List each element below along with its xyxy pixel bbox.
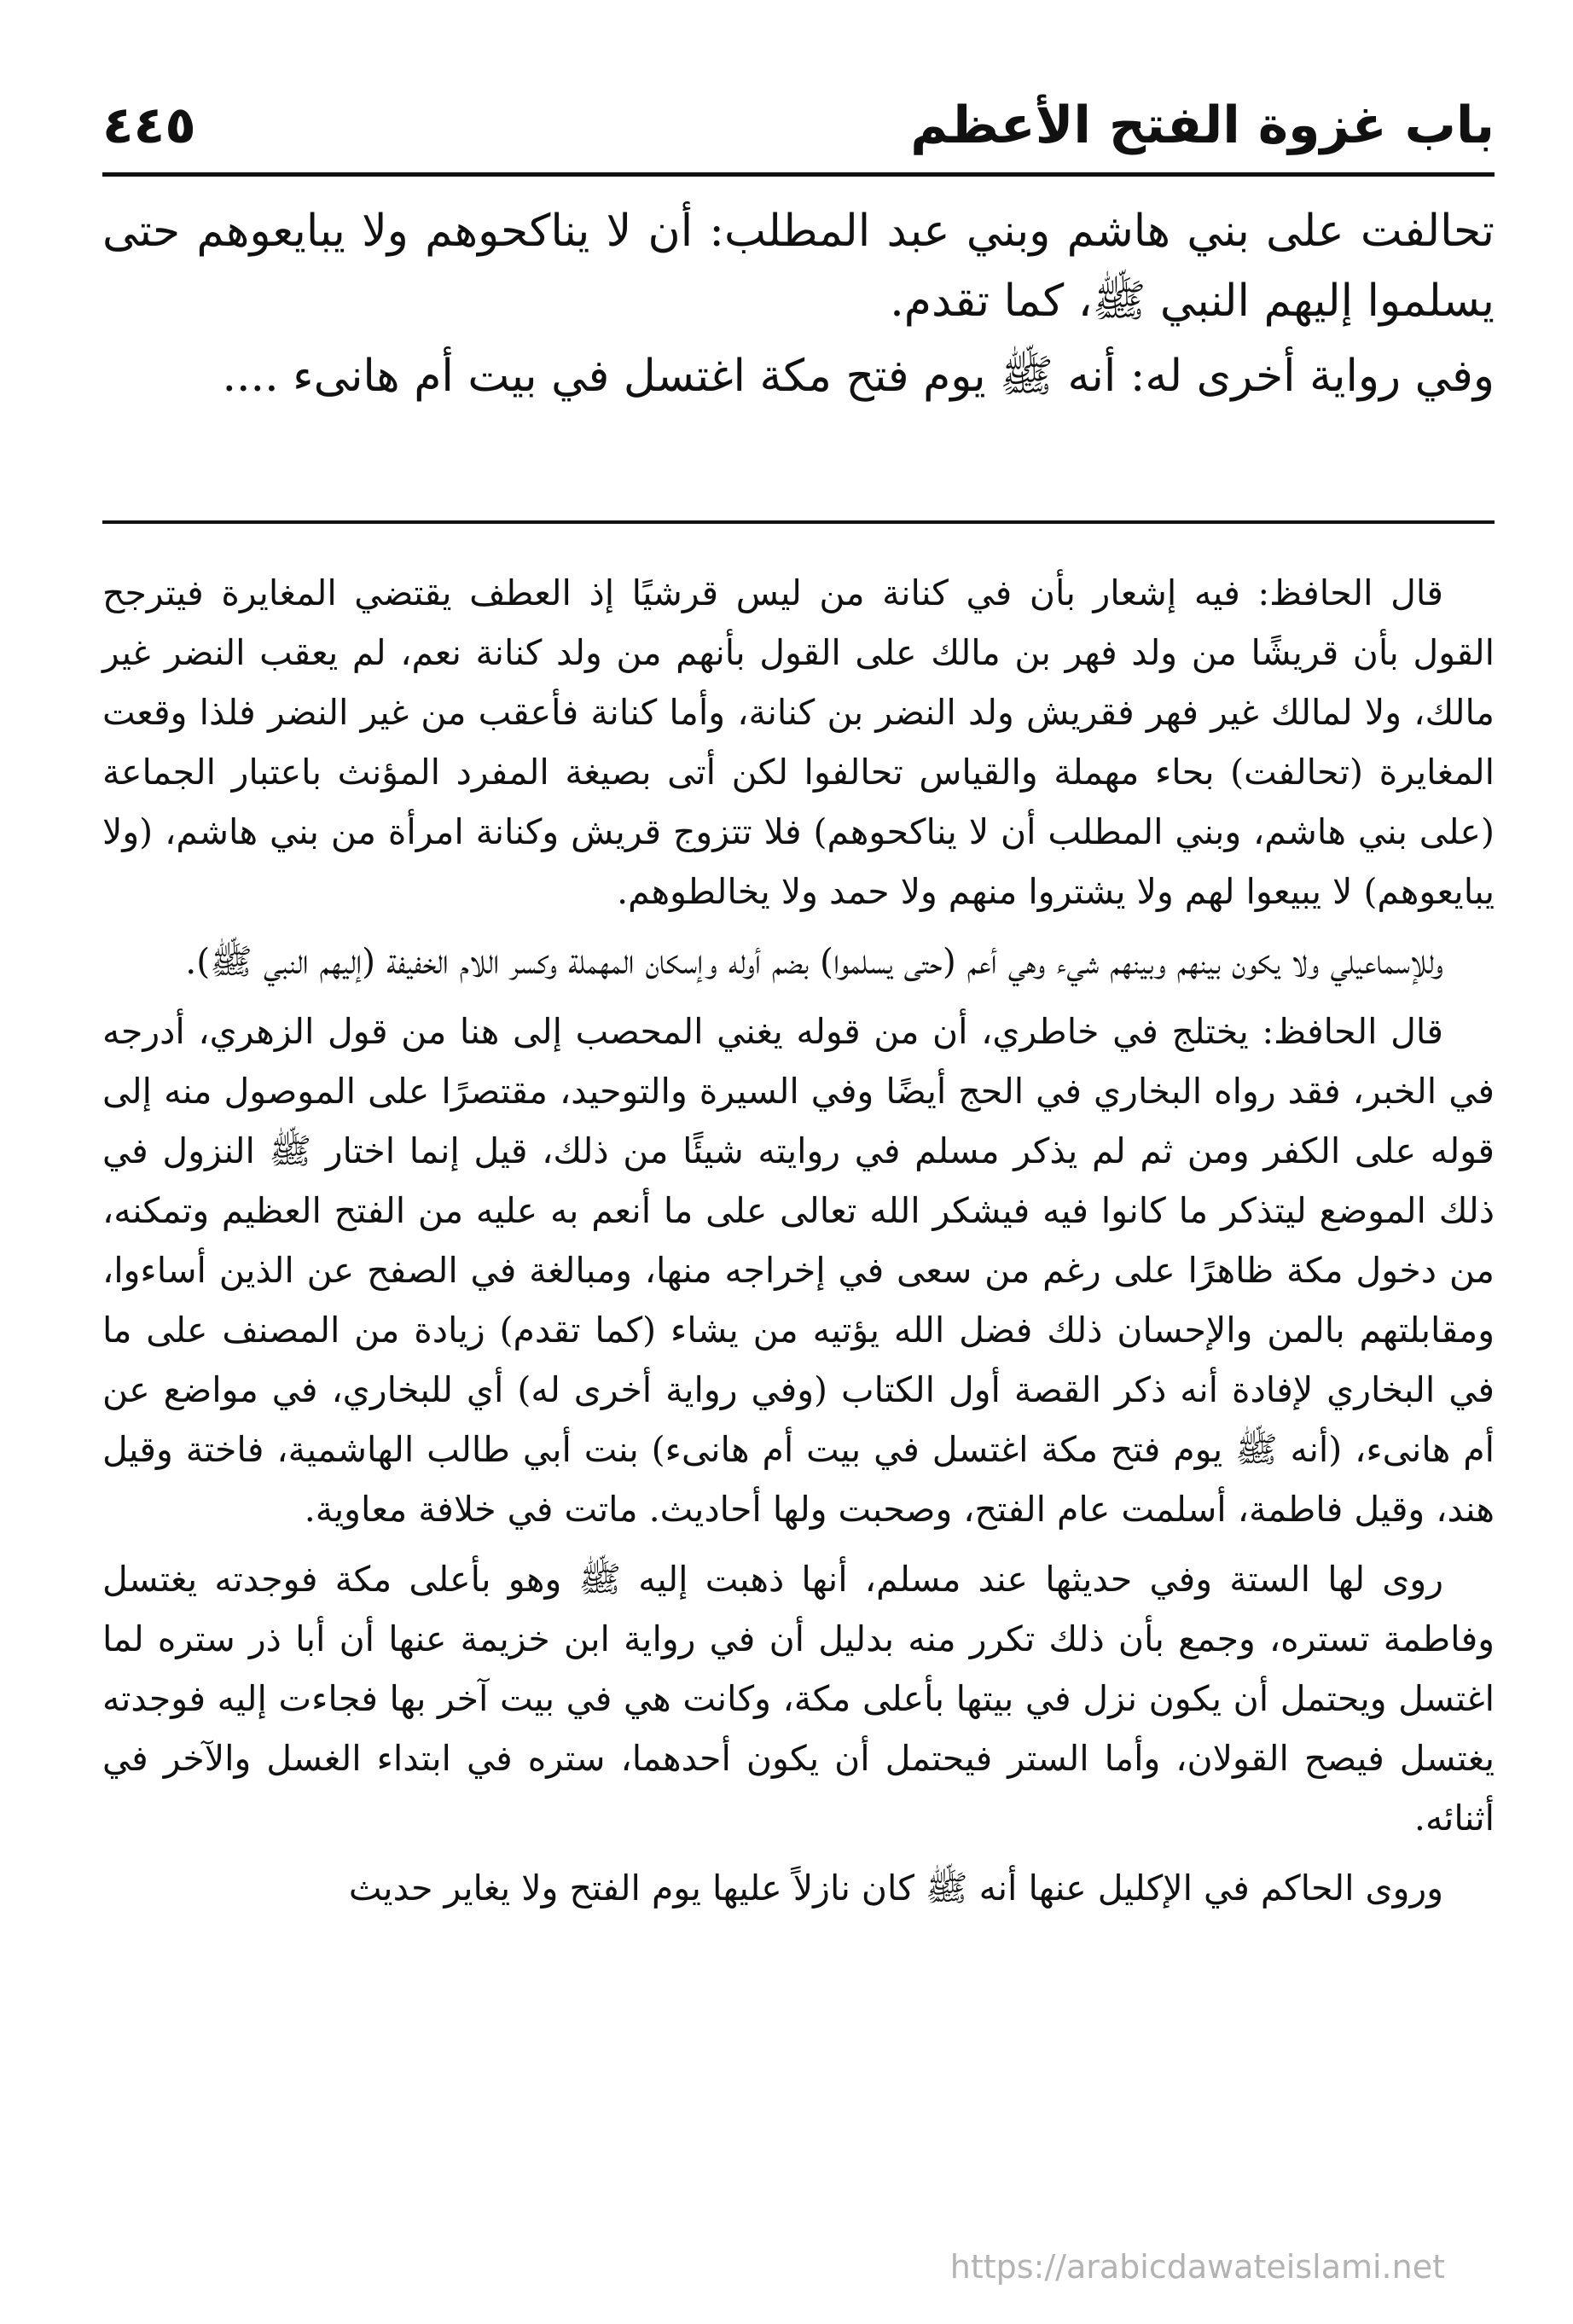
header-rule [102, 172, 1495, 177]
page-number: ٤٤٥ [102, 96, 196, 155]
commentary-paragraph: قال الحافظ: فيه إشعار بأن في كنانة من ليس قرشيًا إذ العطف يقتضي المغايرة فيترجح القول بأن قريشًا من ولد فهر بن مالك على القول بأنهم من ولد كنانة نعم، لم يعقب النضر غير مالك، ولا لمالك غير فهر فقريش ولد النضر بن كنانة، وأما كنانة فأعقب من غير النضر فلذا وقعت المغايرة (تحالفت) بحاء مهملة والقياس تحالفوا لكن أتى بصيغة المفرد المؤنث باعتبار الجماعة (على بني هاشم، وبني المطلب أن لا يناكحوهم) فلا تتزوج قريش وكنانة امرأة من بني هاشم، (ولا يبايعوهم) لا يبيعوا لهم ولا يشتروا منهم ولا حمد ولا يخالطوهم. [102, 572, 1495, 912]
commentary-paragraph: وللإسماعيلي ولا يكون بينهم وبينهم شيء وهي أعم (حتى يسلموا) بضم أوله وإسكان المهملة وكسر اللام الخفيفة (إليهم النبي ﷺ). [185, 941, 1443, 982]
running-header [102, 81, 1495, 175]
commentary-paragraph: روى لها الستة وفي حديثها عند مسلم، أنها ذهبت إليه ﷺ وهو بأعلى مكة فوجدته يغتسل وفاطمة تستره، وجمع بأن ذلك تكرر منه بدليل أن في رواية ابن خزيمة عنها أن أبا ذر ستره لما اغتسل ويحتمل أن يكون نزل في بيتها بأعلى مكة، وكانت هي في بيت آخر بها فجاءت إليه فوجدته يغتسل فيصح القولان، وأما الستر فيحتمل أن يكون أحدهما، ستره في ابتداء الغسل والآخر في أثنائه. [102, 1559, 1495, 1839]
commentary-paragraph: قال الحافظ: يختلج في خاطري، أن من قوله يغني المحصب إلى هنا من قول الزهري، أدرجه في الخبر، فقد رواه البخاري في الحج أيضًا وفي السيرة والتوحيد، مقتصرًا على الموصول منه إلى قوله على الكفر ومن ثم لم يذكر مسلم في روايته شيئًا من ذلك، قيل إنما اختار ﷺ النزول في ذلك الموضع ليتذكر ما كانوا فيه فيشكر الله تعالى على ما أنعم به عليه من الفتح العظيم وتمكنه، من دخول مكة ظاهرًا على رغم من سعى في إخراجه منها، ومبالغة في الصفح عن الذين أساءوا، ومقابلتهم بالمن والإحسان ذلك فضل الله يؤتيه من يشاء (كما تقدم) زيادة من المصنف على ما في البخاري لإفادة أنه ذكر القصة أول الكتاب (وفي رواية أخرى له) أي للبخاري، في مواضع عن أم هانىء، (أنه ﷺ يوم فتح مكة اغتسل في بيت أم هانىء) بنت أبي طالب الهاشمية، فاختة وقيل هند، وقيل فاطمة، أسلمت عام الفتح، وصحبت ولها أحاديث. ماتت في خلافة معاوية. [102, 1011, 1495, 1530]
watermark-url: https://arabicdawateislami.net [949, 2248, 1445, 2286]
commentary-divider [102, 520, 1495, 524]
main-text [102, 196, 1495, 416]
chapter-title: باب غزوة الفتح الأعظم [910, 96, 1495, 155]
commentary-paragraph: وروى الحاكم في الإكليل عنها أنه ﷺ كان نازلاً عليها يوم الفتح ولا يغاير حديث [348, 1868, 1443, 1909]
main-text-paragraph: وفي رواية أخرى له: أنه ﷺ يوم فتح مكة اغتسل في بيت أم هانىء .... [222, 351, 1495, 402]
main-text-paragraph: تحالفت على بني هاشم وبني عبد المطلب: أن لا يناكحوهم ولا يبايعوهم حتى يسلموا إليهم النبي ﷺ، كما تقدم. [102, 206, 1495, 327]
commentary-text [102, 563, 1495, 1928]
